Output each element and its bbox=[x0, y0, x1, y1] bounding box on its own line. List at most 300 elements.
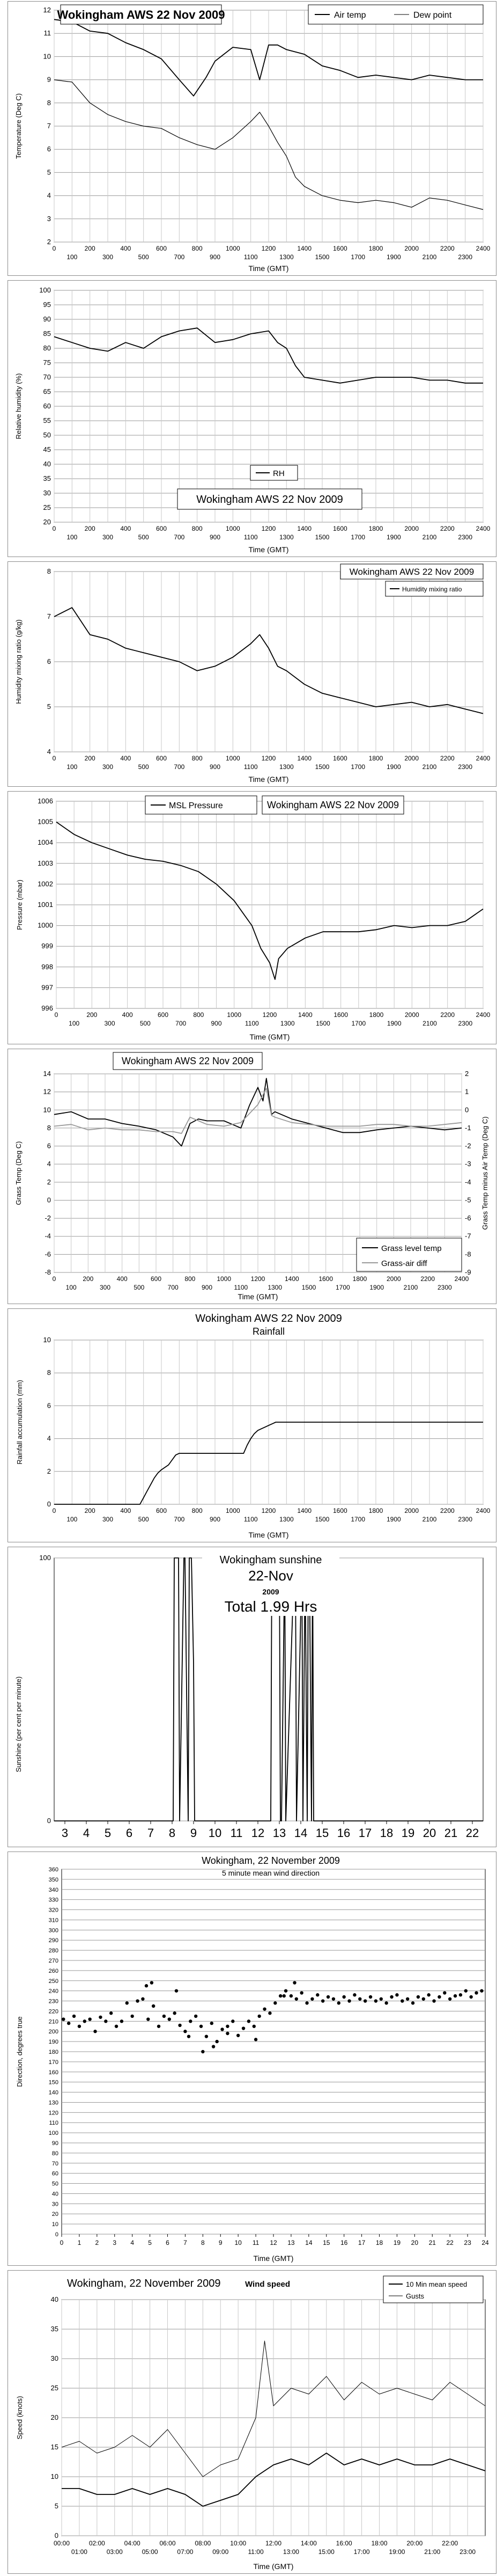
y-right-tick-label: -7 bbox=[465, 1232, 471, 1240]
x-tick-label: 1200 bbox=[261, 1507, 276, 1514]
x-tick-label: 800 bbox=[191, 755, 203, 762]
x-tick-label: 2200 bbox=[440, 1011, 455, 1019]
x-tick-label: 1100 bbox=[243, 533, 258, 541]
y-tick-label: 6 bbox=[47, 1141, 51, 1150]
x-tick-label: 20 bbox=[411, 2239, 419, 2246]
x-tick-label: 1300 bbox=[268, 1284, 283, 1291]
data-point bbox=[316, 1993, 319, 1996]
x-tick-label: 16 bbox=[337, 1826, 351, 1840]
x-tick-label: 1800 bbox=[368, 245, 383, 252]
x-tick-label: 1200 bbox=[261, 525, 276, 532]
x-tick-label: 200 bbox=[84, 755, 95, 762]
y-axis-label: Temperature (Deg C) bbox=[14, 93, 23, 159]
x-axis-label: Time (GMT) bbox=[253, 2562, 294, 2571]
y-tick-label: 50 bbox=[51, 2180, 58, 2187]
data-point bbox=[342, 1995, 345, 1999]
x-tick-label: 800 bbox=[193, 1011, 204, 1019]
x-axis-label: Time (GMT) bbox=[249, 1033, 290, 1041]
x-tick-label: 7 bbox=[183, 2239, 187, 2246]
x-tick-label: 10:00 bbox=[230, 2540, 247, 2547]
x-tick-label: 08:00 bbox=[195, 2540, 211, 2547]
x-axis-label: Time (GMT) bbox=[248, 1531, 289, 1539]
x-tick-label: 900 bbox=[209, 1516, 221, 1523]
y-tick-label: 70 bbox=[43, 373, 51, 381]
x-tick-label: 2000 bbox=[404, 525, 419, 532]
x-tick-label: 1300 bbox=[279, 763, 294, 771]
y-tick-label: 4 bbox=[47, 1160, 51, 1168]
x-tick-label: 1500 bbox=[315, 763, 330, 771]
y-tick-label: 40 bbox=[51, 2191, 58, 2198]
x-tick-label: 2200 bbox=[440, 755, 455, 762]
y-tick-label: 85 bbox=[43, 330, 51, 338]
x-tick-label: 400 bbox=[122, 1011, 133, 1019]
y-tick-label: 9 bbox=[47, 75, 51, 84]
x-tick-label: 06:00 bbox=[159, 2540, 176, 2547]
x-tick-label: 600 bbox=[155, 245, 167, 252]
y-tick-label: 55 bbox=[43, 416, 51, 425]
x-tick-label: 2300 bbox=[458, 1020, 473, 1027]
rh-chart-panel bbox=[8, 280, 496, 557]
data-point bbox=[380, 1997, 383, 2001]
x-tick-label: 0 bbox=[60, 2239, 64, 2246]
x-tick-label: 300 bbox=[102, 1516, 114, 1523]
y-axis-label: Direction, degrees true bbox=[16, 2016, 24, 2087]
x-tick-label: 2400 bbox=[476, 755, 491, 762]
x-tick-label: 11 bbox=[252, 2239, 260, 2246]
x-tick-label: 800 bbox=[184, 1275, 196, 1283]
x-tick-label: 900 bbox=[201, 1284, 213, 1291]
x-tick-label: 15 bbox=[315, 1826, 329, 1840]
grass-temp-chart-panel bbox=[8, 1049, 496, 1304]
x-tick-label: 2400 bbox=[454, 1275, 469, 1283]
y-tick-label: 1006 bbox=[38, 797, 53, 805]
wind-speed-chart-panel bbox=[8, 2270, 496, 2574]
x-tick-label: 1400 bbox=[297, 1507, 312, 1514]
rainfall-chart bbox=[8, 1309, 496, 1542]
y-tick-label: 190 bbox=[48, 2039, 58, 2046]
x-tick-label: 15:00 bbox=[318, 2548, 335, 2556]
x-tick-label: 200 bbox=[84, 525, 95, 532]
y-tick-label: 20 bbox=[51, 2211, 58, 2218]
wind-direction-chart-panel bbox=[8, 1851, 496, 2266]
x-tick-label: 200 bbox=[86, 1011, 98, 1019]
y-tick-label: 300 bbox=[48, 1927, 58, 1934]
y-tick-label: 65 bbox=[43, 387, 51, 396]
chart-title: Wokingham AWS 22 Nov 2009 bbox=[195, 1313, 342, 1324]
x-tick-label: 1200 bbox=[261, 245, 276, 252]
x-tick-label: 1500 bbox=[315, 1516, 330, 1523]
x-tick-label: 2000 bbox=[404, 1507, 419, 1514]
y-right-tick-label: -5 bbox=[465, 1196, 471, 1204]
chart-title: Wokingham AWS 22 Nov 2009 bbox=[121, 1056, 254, 1066]
data-point bbox=[173, 2011, 176, 2015]
x-tick-label: 17 bbox=[358, 1826, 372, 1840]
x-tick-label: 1600 bbox=[332, 755, 347, 762]
x-tick-label: 2100 bbox=[403, 1284, 418, 1291]
x-tick-label: 12 bbox=[270, 2239, 277, 2246]
x-tick-label: 1000 bbox=[227, 1011, 242, 1019]
x-tick-label: 09:00 bbox=[212, 2548, 229, 2556]
x-tick-label: 1000 bbox=[217, 1275, 232, 1283]
y-tick-label: 330 bbox=[48, 1897, 58, 1904]
y-axis-label: Relative humidity (%) bbox=[14, 373, 23, 440]
x-tick-label: 1000 bbox=[225, 245, 240, 252]
x-tick-label: 700 bbox=[174, 253, 185, 261]
y-tick-label: 20 bbox=[50, 2413, 58, 2421]
y-tick-label: 7 bbox=[47, 612, 51, 620]
x-tick-label: 500 bbox=[134, 1284, 145, 1291]
x-tick-label: 13 bbox=[272, 1826, 286, 1840]
y-tick-label: 40 bbox=[50, 2295, 58, 2303]
data-point bbox=[72, 2015, 76, 2018]
data-point bbox=[448, 1997, 451, 2001]
y-tick-label: 50 bbox=[43, 431, 51, 439]
y-tick-label: 1002 bbox=[38, 880, 53, 888]
y-axis-label: Speed (knots) bbox=[16, 2396, 24, 2440]
y-right-tick-label: -3 bbox=[465, 1160, 471, 1168]
data-point bbox=[125, 2001, 129, 2004]
y-tick-label: 5 bbox=[54, 2502, 58, 2510]
y-tick-label: 40 bbox=[43, 460, 51, 468]
y-tick-label: 35 bbox=[50, 2325, 58, 2333]
x-tick-label: 10 bbox=[208, 1826, 222, 1840]
mixing-ratio-chart bbox=[8, 562, 496, 786]
legend-label-rh: RH bbox=[273, 469, 285, 478]
data-point bbox=[279, 1994, 282, 1997]
x-axis-label: Time (GMT) bbox=[248, 545, 289, 554]
y-tick-label: 170 bbox=[48, 2059, 58, 2066]
data-point bbox=[210, 2022, 213, 2025]
y-right-tick-label: 1 bbox=[465, 1087, 469, 1096]
y-tick-label: 95 bbox=[43, 301, 51, 309]
x-tick-label: 2000 bbox=[404, 245, 419, 252]
y-tick-label: 0 bbox=[47, 1817, 51, 1825]
x-tick-label: 03:00 bbox=[106, 2548, 123, 2556]
x-axis-label: Time (GMT) bbox=[248, 264, 289, 273]
legend-label-mixing-ratio: Humidity mixing ratio bbox=[402, 586, 462, 593]
y-tick-label: 0 bbox=[47, 1500, 51, 1508]
x-tick-label: 1600 bbox=[332, 1507, 347, 1514]
x-tick-label: 900 bbox=[209, 763, 221, 771]
x-tick-label: 12:00 bbox=[265, 2540, 282, 2547]
y-tick-label: -8 bbox=[45, 1268, 51, 1276]
data-point bbox=[189, 2019, 192, 2023]
x-tick-label: 1400 bbox=[284, 1275, 299, 1283]
data-point bbox=[104, 2019, 107, 2023]
x-tick-label: 1400 bbox=[297, 245, 312, 252]
y-tick-label: 7 bbox=[47, 122, 51, 130]
x-tick-label: 300 bbox=[102, 253, 114, 261]
data-point bbox=[88, 2017, 91, 2021]
y-tick-label: 350 bbox=[48, 1876, 58, 1883]
x-tick-label: 400 bbox=[120, 755, 131, 762]
data-point bbox=[395, 1993, 398, 1996]
x-tick-label: 17 bbox=[358, 2239, 366, 2246]
data-point bbox=[254, 2038, 257, 2041]
x-tick-label: 00:00 bbox=[53, 2540, 70, 2547]
data-point bbox=[411, 2001, 414, 2004]
x-tick-label: 1800 bbox=[369, 1011, 384, 1019]
x-tick-label: 21:00 bbox=[424, 2548, 441, 2556]
y-tick-label: 290 bbox=[48, 1937, 58, 1944]
x-tick-label: 700 bbox=[174, 533, 185, 541]
data-point bbox=[310, 1997, 314, 2001]
x-tick-label: 100 bbox=[65, 1284, 77, 1291]
chart-title: Wokingham sunshine bbox=[219, 1554, 322, 1566]
y-axis-label: Humidity mixing ratio (g/kg) bbox=[14, 619, 23, 704]
data-point bbox=[475, 1991, 478, 1994]
x-tick-label: 14 bbox=[294, 1826, 308, 1840]
data-point bbox=[212, 2045, 215, 2048]
x-tick-label: 13:00 bbox=[283, 2548, 299, 2556]
y-tick-label: 0 bbox=[54, 2531, 58, 2540]
y-tick-label: 3 bbox=[47, 214, 51, 223]
sunshine-chart-panel bbox=[8, 1547, 496, 1847]
data-point bbox=[417, 1995, 420, 1999]
y-tick-label: 320 bbox=[48, 1907, 58, 1914]
data-point bbox=[194, 2015, 197, 2018]
x-tick-label: 11:00 bbox=[248, 2548, 264, 2556]
y-tick-label: 2 bbox=[47, 1467, 51, 1475]
chart-title: Wokingham AWS 22 Nov 2009 bbox=[349, 567, 475, 577]
x-tick-label: 2300 bbox=[458, 1516, 473, 1523]
x-tick-label: 02:00 bbox=[88, 2540, 105, 2547]
data-point bbox=[369, 1995, 372, 1999]
mixing-ratio-chart-panel bbox=[8, 561, 496, 787]
data-point bbox=[454, 1994, 457, 1997]
data-point bbox=[284, 1989, 287, 1992]
y-tick-label: 2 bbox=[47, 238, 51, 246]
x-tick-label: 2200 bbox=[420, 1275, 435, 1283]
x-tick-label: 1700 bbox=[351, 533, 366, 541]
x-tick-label: 300 bbox=[102, 763, 114, 771]
y-tick-label: 11 bbox=[43, 29, 51, 38]
x-tick-label: 1400 bbox=[298, 1011, 313, 1019]
x-tick-label: 5 bbox=[104, 1826, 112, 1840]
chart-title: Wokingham, 22 November 2009 bbox=[202, 1855, 340, 1866]
legend-label-grass-level: Grass level temp bbox=[381, 1244, 442, 1253]
pressure-chart-panel bbox=[8, 791, 496, 1044]
y-tick-label: 4 bbox=[47, 191, 51, 200]
data-point bbox=[347, 1999, 351, 2002]
data-point bbox=[220, 2028, 224, 2031]
data-point bbox=[253, 2025, 256, 2028]
y-tick-label: 120 bbox=[48, 2110, 58, 2117]
x-tick-label: 2000 bbox=[404, 1011, 419, 1019]
y-tick-label: 10 bbox=[50, 2472, 58, 2480]
x-tick-label: 400 bbox=[120, 1507, 131, 1514]
x-tick-label: 200 bbox=[83, 1275, 94, 1283]
y-tick-label: 100 bbox=[39, 286, 51, 294]
y-tick-label: 45 bbox=[43, 445, 51, 453]
y-tick-label: 140 bbox=[48, 2089, 58, 2096]
x-tick-label: 3 bbox=[113, 2239, 117, 2246]
y-axis-label: Rainfall accumulation (mm) bbox=[16, 1380, 24, 1465]
x-tick-label: 100 bbox=[66, 1516, 78, 1523]
data-point bbox=[374, 1999, 377, 2002]
x-tick-label: 1500 bbox=[316, 1020, 330, 1027]
y-tick-label: 30 bbox=[51, 2201, 58, 2208]
x-tick-label: 9 bbox=[190, 1826, 197, 1840]
x-tick-label: 2200 bbox=[440, 245, 455, 252]
x-tick-label: 1500 bbox=[301, 1284, 316, 1291]
data-point bbox=[99, 2016, 102, 2019]
x-tick-label: 400 bbox=[120, 245, 131, 252]
x-tick-label: 15 bbox=[323, 2239, 330, 2246]
x-tick-label: 300 bbox=[99, 1284, 111, 1291]
x-tick-label: 12 bbox=[251, 1826, 265, 1840]
x-tick-label: 600 bbox=[155, 1507, 167, 1514]
data-point bbox=[427, 1993, 430, 1996]
x-tick-label: 1300 bbox=[279, 1516, 294, 1523]
x-tick-label: 2100 bbox=[422, 253, 437, 261]
rh-chart bbox=[8, 281, 496, 557]
data-point bbox=[62, 2017, 65, 2021]
x-tick-label: 2000 bbox=[386, 1275, 401, 1283]
wind-direction-chart bbox=[8, 1852, 496, 2265]
x-tick-label: 1000 bbox=[225, 755, 240, 762]
y-tick-label: 100 bbox=[39, 1554, 51, 1562]
y-tick-label: 110 bbox=[49, 2120, 58, 2127]
x-tick-label: 4 bbox=[130, 2239, 135, 2246]
y-tick-label: 997 bbox=[41, 983, 53, 992]
data-point bbox=[293, 1981, 296, 1984]
x-tick-label: 1900 bbox=[386, 533, 401, 541]
x-tick-label: 2100 bbox=[422, 1516, 437, 1523]
x-tick-label: 1600 bbox=[332, 245, 347, 252]
x-tick-label: 1200 bbox=[262, 1011, 277, 1019]
x-tick-label: 6 bbox=[125, 1826, 133, 1840]
x-tick-label: 1100 bbox=[244, 1020, 259, 1027]
y-tick-label: 360 bbox=[48, 1867, 58, 1873]
y-tick-label: 6 bbox=[47, 657, 51, 665]
x-tick-label: 700 bbox=[174, 763, 185, 771]
wind-speed-chart bbox=[8, 2271, 496, 2573]
data-point bbox=[168, 2017, 171, 2021]
data-point bbox=[443, 1991, 446, 1994]
x-tick-label: 16 bbox=[340, 2239, 348, 2246]
y-tick-label: 6 bbox=[47, 145, 51, 153]
x-tick-label: 18 bbox=[375, 2239, 383, 2246]
data-point bbox=[263, 2007, 266, 2010]
data-point bbox=[432, 1999, 435, 2002]
data-point bbox=[205, 2035, 208, 2038]
y-tick-label: 4 bbox=[47, 1434, 51, 1443]
y-right-tick-label: 2 bbox=[465, 1070, 469, 1078]
x-tick-label: 1100 bbox=[234, 1284, 248, 1291]
x-tick-label: 19 bbox=[393, 2239, 401, 2246]
x-tick-label: 100 bbox=[66, 253, 78, 261]
y-tick-label: 14 bbox=[43, 1070, 51, 1078]
grass-temp-chart bbox=[8, 1049, 496, 1304]
x-tick-label: 1900 bbox=[369, 1284, 384, 1291]
data-point bbox=[283, 1994, 286, 1997]
y-tick-label: 35 bbox=[43, 474, 51, 482]
data-point bbox=[231, 2019, 234, 2023]
y-tick-label: -4 bbox=[45, 1232, 51, 1240]
data-point bbox=[141, 1997, 144, 2001]
x-tick-label: 2200 bbox=[440, 1507, 455, 1514]
legend-label-air-temp: Air temp bbox=[334, 11, 366, 20]
x-tick-label: 18 bbox=[380, 1826, 394, 1840]
data-point bbox=[187, 2035, 190, 2038]
data-point bbox=[332, 1997, 335, 2001]
legend-label-dew-point: Dew point bbox=[413, 11, 452, 20]
y-tick-label: 310 bbox=[48, 1917, 58, 1924]
x-tick-label: 1700 bbox=[351, 763, 366, 771]
y-tick-label: 30 bbox=[50, 2354, 58, 2362]
y-tick-label: 280 bbox=[48, 1948, 58, 1955]
x-tick-label: 24 bbox=[481, 2239, 489, 2246]
x-tick-label: 0 bbox=[52, 1275, 56, 1283]
y-tick-label: 260 bbox=[48, 1967, 58, 1974]
chart-title: Wokingham AWS 22 Nov 2009 bbox=[266, 800, 399, 810]
x-tick-label: 300 bbox=[102, 533, 114, 541]
y-tick-label: 0 bbox=[55, 2231, 58, 2238]
x-tick-label: 600 bbox=[157, 1011, 169, 1019]
x-tick-label: 16:00 bbox=[336, 2540, 352, 2547]
data-point bbox=[201, 2050, 204, 2053]
x-tick-label: 600 bbox=[150, 1275, 162, 1283]
x-tick-label: 2200 bbox=[440, 525, 455, 532]
x-tick-label: 2100 bbox=[422, 533, 437, 541]
data-point bbox=[236, 2034, 240, 2037]
y-right-tick-label: -9 bbox=[465, 1268, 471, 1276]
data-point bbox=[109, 2011, 113, 2015]
data-point bbox=[130, 2015, 134, 2018]
x-tick-label: 22 bbox=[446, 2239, 454, 2246]
x-tick-label: 1900 bbox=[387, 1020, 402, 1027]
y-tick-label: 8 bbox=[47, 1368, 51, 1377]
x-tick-label: 0 bbox=[52, 245, 56, 252]
data-point bbox=[162, 2015, 166, 2018]
legend-label-mean-speed: 10 Min mean speed bbox=[406, 2280, 468, 2288]
x-tick-label: 19:00 bbox=[389, 2548, 405, 2556]
total-label: Total 1.99 Hrs bbox=[224, 1598, 317, 1615]
x-tick-label: 13 bbox=[287, 2239, 295, 2246]
chart-title: Wokingham AWS 22 Nov 2009 bbox=[57, 8, 225, 21]
y-tick-label: 998 bbox=[41, 962, 53, 971]
sunshine-chart bbox=[8, 1547, 496, 1847]
x-tick-label: 1900 bbox=[386, 253, 401, 261]
data-point bbox=[215, 2040, 218, 2043]
y-tick-label: 90 bbox=[43, 315, 51, 323]
x-tick-label: 2300 bbox=[458, 533, 473, 541]
x-tick-label: 200 bbox=[84, 245, 95, 252]
y-tick-label: 10 bbox=[51, 2221, 58, 2228]
data-point bbox=[183, 2030, 187, 2033]
data-point bbox=[146, 2017, 150, 2021]
legend-label-msl-pressure: MSL Pressure bbox=[169, 801, 223, 810]
y-tick-label: 999 bbox=[41, 942, 53, 950]
x-tick-label: 23:00 bbox=[459, 2548, 476, 2556]
data-point bbox=[242, 2026, 245, 2030]
x-tick-label: 8 bbox=[201, 2239, 205, 2246]
x-tick-label: 19 bbox=[401, 1826, 415, 1840]
y-tick-label: 4 bbox=[47, 748, 51, 756]
x-tick-label: 700 bbox=[174, 1516, 185, 1523]
y-right-tick-label: -6 bbox=[465, 1214, 471, 1223]
data-point bbox=[321, 1999, 324, 2002]
x-tick-label: 1500 bbox=[315, 533, 330, 541]
x-tick-label: 3 bbox=[61, 1826, 69, 1840]
temperature-chart-panel bbox=[8, 1, 496, 276]
rainfall-chart-panel bbox=[8, 1308, 496, 1542]
x-tick-label: 1500 bbox=[315, 253, 330, 261]
y-tick-label: 1000 bbox=[38, 921, 53, 930]
y-tick-label: 210 bbox=[48, 2018, 58, 2025]
data-point bbox=[199, 2025, 203, 2028]
